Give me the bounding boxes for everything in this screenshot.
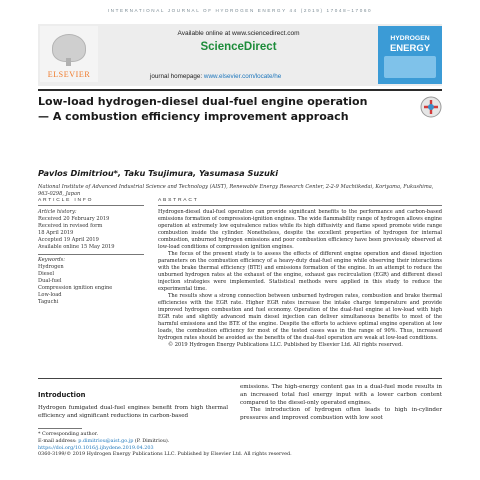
email-suffix: (P. Dimitriou).	[133, 437, 170, 444]
article-authors[interactable]: Pavlos Dimitriou*, Taku Tsujimura, Yasumasa Suzuki	[38, 168, 279, 178]
abstract-heading: ABSTRACT	[158, 198, 199, 203]
abstract-body	[158, 209, 442, 349]
cover-title-line2: ENERGY	[389, 43, 431, 54]
issn-copyright: 0360-3199/© 2019 Hydrogen Energy Publications LLC. Published by Elsevier Ltd. All rights reserved.	[38, 451, 292, 458]
email-note	[38, 438, 368, 445]
author-affiliation: National Institute of Advanced Industrial Science and Technology (AIST), Renewable Energy Research Center, 2-2-9 Machiikedai, Koriyama, Fukushima, 963-0298, Japan	[38, 184, 434, 198]
masthead-divider	[38, 89, 442, 91]
keyword: Compression ignition engine	[38, 284, 113, 291]
journal-homepage	[150, 73, 281, 80]
abstract-bottom-rule	[38, 378, 442, 379]
keyword: Diesel	[38, 270, 54, 277]
keyword: Dual-fuel	[38, 277, 62, 284]
corresponding-author-note: * Corresponding author.	[38, 431, 99, 437]
homepage-link[interactable]: www.elsevier.com/locate/he	[203, 73, 282, 80]
doi-link[interactable]: https://doi.org/10.1016/j.ijhydene.2019.04.203	[38, 444, 154, 451]
journal-citation-header: INTERNATIONAL JOURNAL OF HYDROGEN ENERGY 44 (2019) 17048–17060	[107, 8, 373, 13]
introduction-paragraph: The introduction of hydrogen often leads to high in-cylinder pressures and improved combustion with low soot	[240, 407, 442, 422]
history-item: Available online 15 May 2019	[38, 244, 115, 250]
abstract-copyright: © 2019 Hydrogen Energy Publications LLC. Published by Elsevier Ltd. All rights reserved.	[168, 342, 403, 348]
introduction-paragraph: emissions. The high-energy content gas in a dual-fuel mode results in an increased total fuel energy input with a lower carbon content compared to the diesel-only operated engines.	[240, 384, 442, 406]
sciencedirect-logo[interactable]: ScienceDirect	[200, 41, 277, 53]
masthead-center	[103, 26, 374, 66]
journal-cover-image[interactable]	[378, 26, 442, 84]
cover-artwork	[384, 56, 436, 78]
history-item: Received in revised form	[38, 223, 103, 229]
crossmark-icon[interactable]	[420, 96, 442, 118]
keyword: Hydrogen	[38, 263, 64, 270]
abstract-paragraph-3: The results show a strong connection between unburned hydrogen rates, combustion and brake thermal efficiencies with the EGR rate. Higher EGR rates increase the intake charge temperature and provide improved hydrogen combustion and fuel economy. Operation of the dual-fuel engine at low-load with high EGR rate and slightly advanced main diesel injection can deliver simultaneous benefits to most of the harmful emissions and the BTE of the engine. Despite the efforts to achieve optimal engine operation at low loads, the combustion efficiency for most of the tested cases was in the range of 90%. Thus, increased hydrogen rates should be avoided as the benefits of the dual-fuel operation are weak at low-load conditions.	[158, 293, 442, 341]
email-label: E-mail address:	[38, 437, 79, 444]
abstract-paragraph-1: Hydrogen-diesel dual-fuel operation can provide significant benefits to the performance and carbon-based emissions formation of compression-ignition engines. The wide flammability range of hydrogen allows engine operation at extremely low equivalence ratios while its high diffusivity and flame speed promote wide range combustion inside the cylinder. Nonetheless, despite the excellent properties of hydrogen for internal combustion, unburned hydrogen emissions and poor combustion efficiency have been previously observed at low-load conditions of compression ignition engines.	[158, 209, 442, 250]
publisher-name: ELSEVIER	[47, 70, 91, 79]
introduction-heading: Introduction	[38, 391, 86, 399]
keyword: Low-load	[38, 291, 62, 298]
keywords-label: Keywords:	[38, 256, 66, 263]
email-link[interactable]: p.dimitriou@aist.go.jp	[78, 437, 134, 444]
article-info-panel	[38, 209, 144, 306]
article-title: Low-load hydrogen-diesel dual-fuel engine operation — A combustion efficiency improvement approach	[38, 95, 368, 123]
introduction-right-column	[240, 384, 442, 423]
abstract-rule	[158, 205, 442, 206]
footnotes	[38, 431, 368, 458]
homepage-label: journal homepage:	[150, 73, 204, 80]
keyword: Taguchi	[38, 298, 59, 305]
history-item: 18 April 2019	[38, 230, 74, 236]
article-info-rule	[38, 205, 144, 206]
history-item: Received 20 February 2019	[38, 216, 110, 222]
footnote-rule	[38, 428, 82, 429]
tree-trunk-icon	[66, 58, 71, 66]
introduction-left-text: Hydrogen fumigated dual-fuel engines benefit from high thermal efficiency and significant reductions in carbon-based	[38, 405, 228, 419]
available-online-text: Available online at www.sciencedirect.com	[177, 30, 300, 37]
cover-title-line1: HYDROGEN	[390, 35, 430, 42]
elsevier-logo	[40, 26, 98, 82]
abstract-paragraph-2: The focus of the present study is to assess the effects of different engine operation and diesel injection parameters on the combustion efficiency of a heavy-duty dual-fuel engine while observing their interactions with the brake thermal efficiency (BTE) and emissions formation of the engine. In an attempt to reduce the unburned hydrogen rates at the exhaust of the engine, exhaust gas recirculation (EGR) and different diesel injection strategies were implemented. Statistical methods were applied in this study to reduce the experimental time.	[158, 251, 442, 292]
history-item: Accepted 19 April 2019	[38, 237, 99, 243]
article-info-heading: ARTICLE INFO	[38, 198, 94, 203]
history-label: Article history:	[38, 209, 77, 215]
keywords-rule	[38, 254, 144, 255]
